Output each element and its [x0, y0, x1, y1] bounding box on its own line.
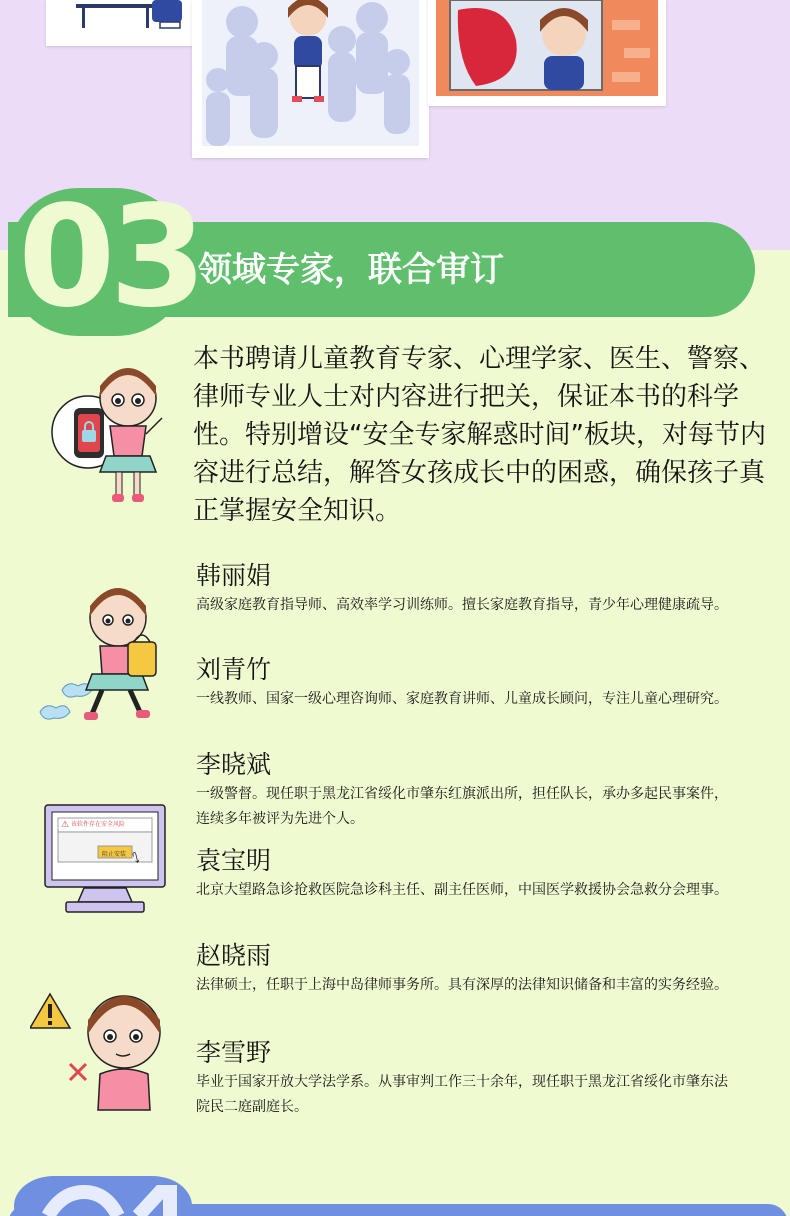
expert-name: 韩丽娟 [196, 561, 272, 590]
photo-frame-window [428, 0, 666, 106]
crowd-illustration [202, 0, 419, 146]
expert-name: 袁宝明 [196, 846, 272, 875]
popup-warning-text: 该软件存在安全风险 [71, 821, 126, 828]
next-section-banner [0, 1176, 790, 1216]
expert-entry [196, 1037, 741, 1120]
bench-illustration [56, 0, 186, 36]
expert-entry [196, 560, 741, 618]
expert-name: 李雪野 [196, 1038, 272, 1067]
expert-entry [196, 749, 741, 832]
window-illustration [436, 0, 658, 96]
computer-illustration [44, 804, 166, 916]
warning-icon: ⚠ [61, 820, 70, 830]
expert-description: 一级警督。现任职于黑龙江省绥化市肇东红旗派出所，担任队长，承办多起民事案件，连续多年被评为先进个人。 [196, 786, 728, 827]
expert-name: 李晓斌 [196, 750, 272, 779]
cursor-icon: ⭛ [132, 851, 140, 867]
girl-phone-illustration [50, 360, 180, 510]
expert-description: 法律硕士，任职于上海中岛律师事务所。具有深厚的法律知识储备和丰富的实务经验。 [196, 977, 728, 993]
expert-name: 赵晓雨 [196, 941, 272, 970]
warning-sign-icon [30, 994, 70, 1028]
expert-description: 高级家庭教育指导师、高效率学习训练师。擅长家庭教育指导，青少年心理健康疏导。 [196, 597, 728, 613]
girl-bag-illustration [36, 582, 166, 732]
section-number: 03 [18, 176, 201, 339]
expert-entry [196, 940, 741, 998]
intro-paragraph: 本书聘请儿童教育专家、心理学家、医生、警察、律师专业人士对内容进行把关，保证本书的科学性。特别增设“安全专家解惑时间”板块，对每节内容进行总结，解答女孩成长中的困惑，确保孩子真正掌握安全知识。 [193, 344, 766, 526]
expert-description: 北京大望路急诊抢救医院急诊科主任、副主任医师，中国医学救援协会急救分会理事。 [196, 882, 728, 898]
expert-name: 刘青竹 [196, 655, 272, 684]
photo-frame-crowd [192, 0, 429, 158]
expert-description: 毕业于国家开放大学法学系。从事审判工作三十余年，现任职于黑龙江省绥化市肇东法院民二庭副庭长。 [196, 1074, 728, 1115]
expert-entry [196, 845, 741, 903]
expert-entry [196, 654, 741, 712]
popup-block-button: 阻止安装 [102, 851, 127, 858]
phone-lock-icon [74, 408, 104, 458]
photo-frame-bench [46, 0, 196, 46]
girl-warning-illustration [30, 990, 170, 1112]
expert-description: 一线教师、国家一级心理咨询师、家庭教育讲师、儿童成长顾问，专注儿童心理研究。 [196, 691, 728, 707]
section-title: 领域专家，联合审订 [198, 250, 504, 290]
